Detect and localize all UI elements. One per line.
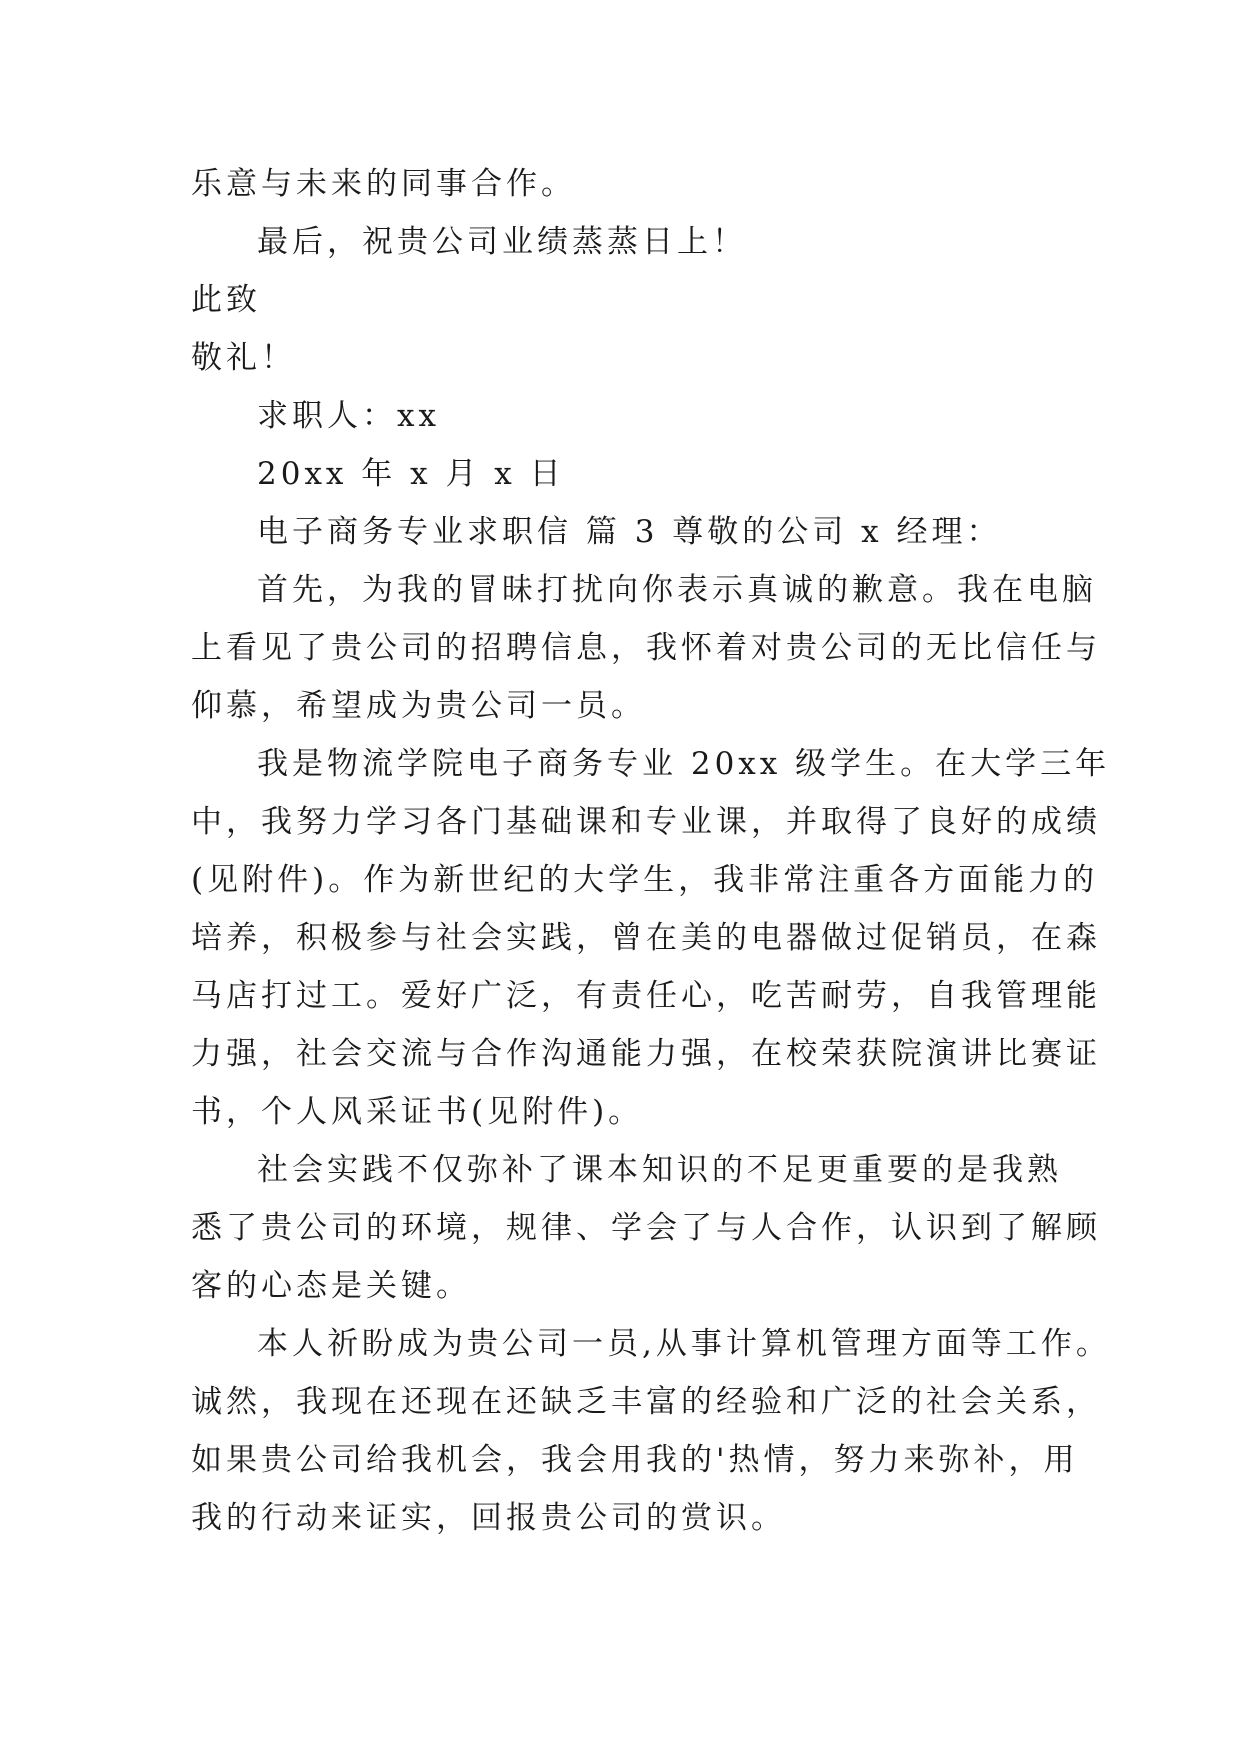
closing-line: 敬礼！ xyxy=(191,340,296,376)
text-line: 最后，祝贵公司业绩蒸蒸日上！ xyxy=(257,224,747,260)
text-line: 仰慕，希望成为贵公司一员。 xyxy=(191,688,646,724)
text-line: 我是物流学院电子商务专业 20xx 级学生。在大学三年 xyxy=(257,746,1111,782)
text-line: 首先，为我的冒昧打扰向你表示真诚的歉意。我在电脑 xyxy=(257,572,1097,608)
text-line: 马店打过工。爱好广泛，有责任心，吃苦耐劳，自我管理能 xyxy=(191,978,1101,1014)
text-line: 本人祈盼成为贵公司一员,从事计算机管理方面等工作。 xyxy=(257,1326,1111,1362)
section-heading: 电子商务专业求职信 篇 3 尊敬的公司 x 经理： xyxy=(257,514,1002,550)
text-line: 培养，积极参与社会实践，曾在美的电器做过促销员，在森 xyxy=(191,920,1101,956)
signature-line: 求职人：xx xyxy=(257,398,440,434)
text-line: 力强，社会交流与合作沟通能力强，在校荣获院演讲比赛证 xyxy=(191,1036,1101,1072)
text-line: 社会实践不仅弥补了课本知识的不足更重要的是我熟 xyxy=(257,1152,1062,1188)
closing-line: 此致 xyxy=(191,282,261,318)
text-line: (见附件)。作为新世纪的大学生，我非常注重各方面能力的 xyxy=(191,862,1099,898)
text-line: 中，我努力学习各门基础课和专业课，并取得了良好的成绩 xyxy=(191,804,1101,840)
text-line: 客的心态是关键。 xyxy=(191,1268,471,1304)
text-line: 书，个人风采证书(见附件)。 xyxy=(191,1094,644,1130)
date-line: 20xx 年 x 月 x 日 xyxy=(257,456,565,492)
letter-body xyxy=(191,155,1111,1547)
text-line: 悉了贵公司的环境，规律、学会了与人合作，认识到了解顾 xyxy=(191,1210,1101,1246)
text-line: 我的行动来证实，回报贵公司的赏识。 xyxy=(191,1500,786,1536)
text-line: 上看见了贵公司的招聘信息，我怀着对贵公司的无比信任与 xyxy=(191,630,1101,666)
text-line: 乐意与未来的同事合作。 xyxy=(191,166,576,202)
text-line: 诚然，我现在还现在还缺乏丰富的经验和广泛的社会关系， xyxy=(191,1384,1101,1420)
text-line: 如果贵公司给我机会，我会用我的'热情，努力来弥补，用 xyxy=(191,1442,1079,1478)
